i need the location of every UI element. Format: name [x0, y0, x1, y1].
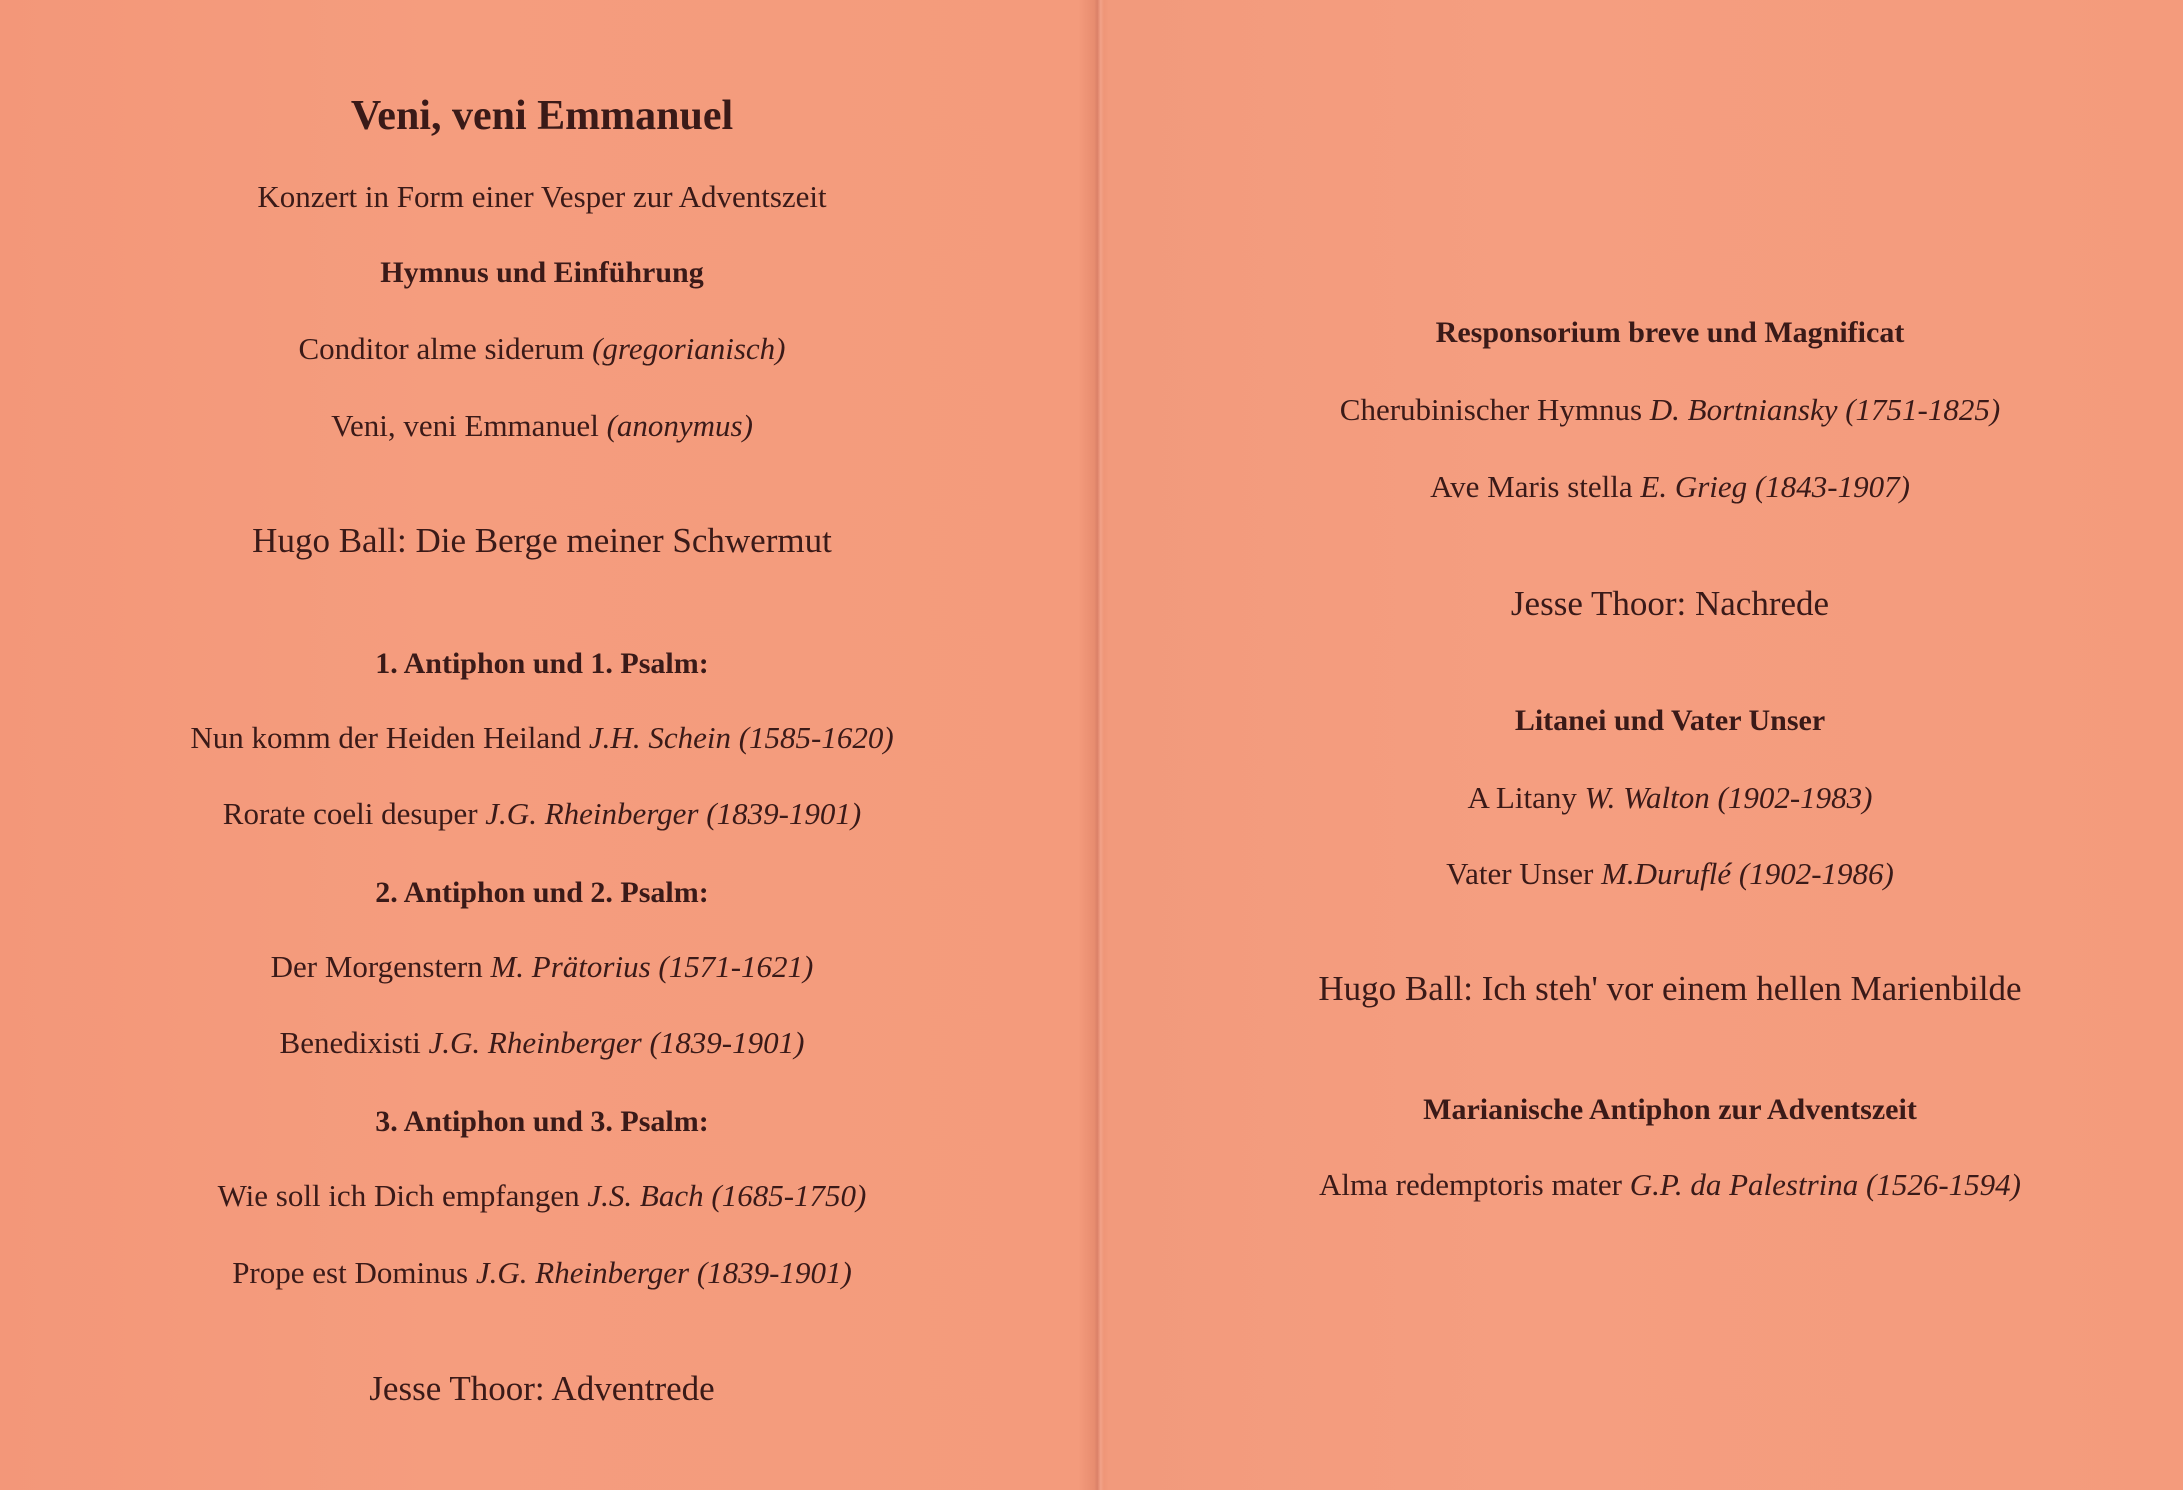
section-heading: Responsorium breve und Magnificat: [1435, 316, 1905, 349]
section-heading: 1. Antiphon und 1. Psalm:: [375, 647, 709, 680]
piece-composer: E. Grieg (1843-1907): [1640, 469, 1910, 504]
reading: Hugo Ball: Die Berge meiner Schwermut: [252, 521, 832, 560]
section-heading: Hymnus und Einführung: [380, 256, 704, 289]
program-title: Veni, veni Emmanuel: [350, 93, 734, 139]
piece-title: Der Morgenstern: [270, 949, 483, 984]
program-item: [1100, 469, 2183, 505]
piece-title: Ave Maris stella: [1430, 469, 1633, 504]
program-item: [1100, 856, 2183, 892]
piece-composer: D. Bortniansky (1751-1825): [1649, 392, 2001, 427]
section-heading: 3. Antiphon und 3. Psalm:: [375, 1105, 709, 1138]
piece-title: Benedixisti: [279, 1025, 421, 1060]
program-item: [1100, 1167, 2183, 1203]
section-heading: Marianische Antiphon zur Adventszeit: [1423, 1093, 1917, 1126]
reading: Jesse Thoor: Nachrede: [1510, 584, 1830, 623]
piece-composer: J.H. Schein (1585-1620): [588, 720, 894, 755]
program-item: [0, 331, 1084, 367]
reading: Jesse Thoor: Adventrede: [369, 1369, 715, 1408]
program-item: [0, 1255, 1084, 1291]
piece-composer: J.G. Rheinberger (1839-1901): [475, 1255, 852, 1290]
program-item: [1100, 392, 2183, 428]
right-page: [1100, 0, 2183, 1490]
piece-title: Conditor alme siderum: [298, 331, 585, 366]
section-heading: 2. Antiphon und 2. Psalm:: [375, 876, 709, 909]
program-subtitle: Konzert in Form einer Vesper zur Adventszeit: [257, 179, 827, 214]
piece-composer: (gregorianisch): [592, 331, 786, 366]
piece-title: Cherubinischer Hymnus: [1339, 392, 1643, 427]
piece-title: Wie soll ich Dich empfangen: [217, 1178, 580, 1213]
section-heading: Litanei und Vater Unser: [1514, 704, 1826, 737]
piece-composer: M. Prätorius (1571-1621): [490, 949, 814, 984]
piece-composer: G.P. da Palestrina (1526-1594): [1629, 1167, 2021, 1202]
piece-composer: (anonymus): [606, 408, 753, 443]
piece-composer: J.G. Rheinberger (1839-1901): [428, 1025, 805, 1060]
piece-title: Alma redemptoris mater: [1319, 1167, 1623, 1202]
piece-composer: W. Walton (1902-1983): [1584, 780, 1873, 815]
piece-composer: M.Duruflé (1902-1986): [1601, 856, 1894, 891]
program-item: [0, 949, 1084, 985]
piece-title: Rorate coeli desuper: [222, 796, 478, 831]
piece-title: Veni, veni Emmanuel: [331, 408, 599, 443]
program-item: [1100, 780, 2183, 816]
piece-title: Nun komm der Heiden Heiland: [190, 720, 582, 755]
piece-composer: J.S. Bach (1685-1750): [587, 1178, 867, 1213]
program-item: [0, 408, 1084, 444]
program-item: [0, 1025, 1084, 1061]
reading: Hugo Ball: Ich steh' vor einem hellen Marienbilde: [1318, 969, 2022, 1008]
program-item: [0, 796, 1084, 832]
piece-title: A Litany: [1467, 780, 1577, 815]
program-item: [0, 1178, 1084, 1214]
piece-title: Vater Unser: [1446, 856, 1594, 891]
program-item: [0, 720, 1084, 756]
piece-composer: J.G. Rheinberger (1839-1901): [485, 796, 862, 831]
piece-title: Prope est Dominus: [232, 1255, 469, 1290]
